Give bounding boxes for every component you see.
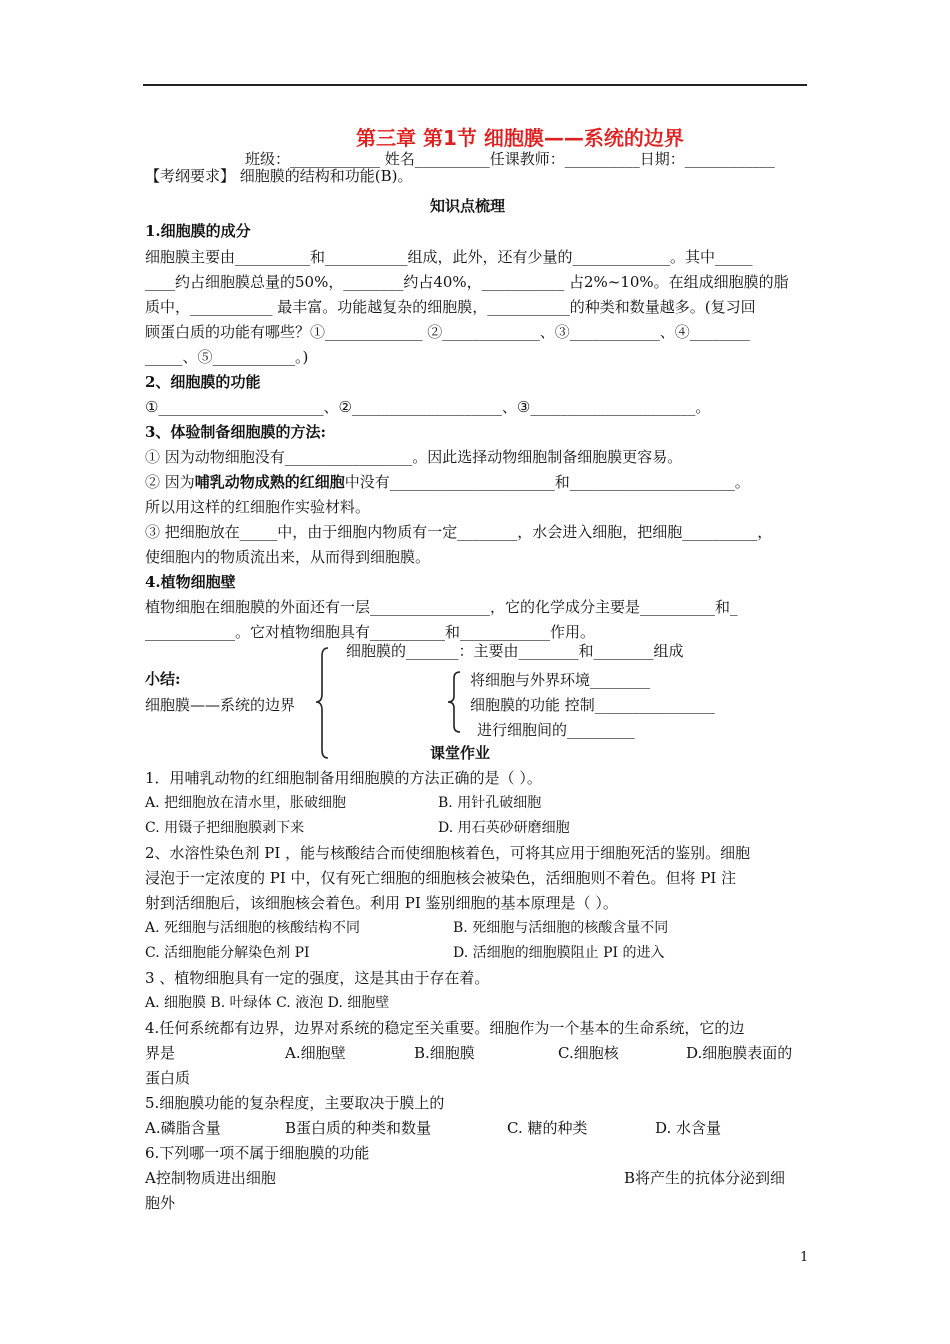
page-title: 第三章 第1节 细胞膜——系统的边界 xyxy=(356,126,684,150)
q1-option-c: C. 用镊子把细胞膜剥下来 xyxy=(145,820,305,836)
summary-function-2: 细胞膜的功能 控制________________ xyxy=(470,696,715,714)
q6-stem: 6.下列哪一项不属于细胞膜的功能 xyxy=(145,1144,370,1162)
homework-title: 课堂作业 xyxy=(430,744,491,762)
q2-line-2: 浸泡于一定浓度的 PI 中，仅有死亡细胞的细胞核会被染色，活细胞则不着色。但将 PI 注 xyxy=(145,869,737,887)
q3-options: A. 细胞膜 B. 叶绿体 C. 液泡 D. 细胞壁 xyxy=(145,995,390,1011)
q4-option-b: B.细胞膜 xyxy=(414,1044,475,1062)
s1-line-2: ____约占细胞膜总量的50%，________约占40%，___________ 占2%~10%。在组成细胞膜的脂 xyxy=(145,273,789,291)
q2-option-d: D. 活细胞的细胞膜阻止 PI 的进入 xyxy=(453,945,665,961)
section-4-heading: 4.植物细胞壁 xyxy=(145,573,236,591)
s4-line-2: ____________。它对植物细胞具有__________和____________作用。 xyxy=(145,623,596,641)
q1-option-d: D. 用石英砂研磨细胞 xyxy=(438,820,570,836)
q5-option-b: B蛋白质的种类和数量 xyxy=(285,1119,432,1137)
q2-line-1: 2、水溶性染色剂 PI ，能与核酸结合而使细胞核着色，可将其应用于细胞死活的鉴别。细胞 xyxy=(145,844,751,862)
q5-option-d: D. 水含量 xyxy=(655,1119,722,1137)
q2-line-3: 射到活细胞后，该细胞核会着色。利用 PI 鉴别细胞的基本原理是（ ）。 xyxy=(145,894,618,912)
s3-line-5: 使细胞内的物质流出来，从而得到细胞膜。 xyxy=(145,548,431,566)
student-info-line: 班级：____________ 姓名__________任课教师：__________日期：____________ xyxy=(245,150,775,168)
s3-line-3: 所以用这样的红细胞作实验材料。 xyxy=(145,498,371,516)
q4-line-2: 界是 xyxy=(145,1044,176,1062)
q4-option-c: C.细胞核 xyxy=(558,1044,619,1062)
page-number: 1 xyxy=(800,1250,809,1265)
s3-line-2-emphasis: 哺乳动物成熟的红细胞 xyxy=(194,473,345,491)
section-title: 知识点梳理 xyxy=(430,197,506,215)
outer-brace xyxy=(316,648,328,758)
summary-label: 小结: xyxy=(145,670,181,688)
q5-option-a: A.磷脂含量 xyxy=(145,1119,221,1137)
section-3-heading: 3、体验制备细胞膜的方法: xyxy=(145,423,326,441)
s3-line-2c: 中没有______________________和______________________。 xyxy=(344,473,750,491)
s3-line-2a: ② 因为 xyxy=(145,473,195,491)
q2-option-c: C. 活细胞能分解染色剂 PI xyxy=(145,945,310,961)
q1-option-b: B. 用针孔破细胞 xyxy=(438,795,542,811)
s3-line-4: ③ 把细胞放在_____中，由于细胞内物质有一定________，水会进入细胞，把细胞__________， xyxy=(145,523,773,541)
summary-function-1: 将细胞与外界环境________ xyxy=(470,671,651,689)
summary-root: 细胞膜——系统的边界 xyxy=(145,696,296,714)
s2-line-1: ①______________________、②____________________、③______________________。 xyxy=(145,398,711,416)
section-2-heading: 2、细胞膜的功能 xyxy=(145,373,261,391)
q4-option-d: D.细胞膜表面的 xyxy=(686,1044,793,1062)
summary-branch-composition: 细胞膜的_______：主要由________和________组成 xyxy=(346,642,684,660)
q2-option-a: A. 死细胞与活细胞的核酸结构不同 xyxy=(145,920,361,936)
q5-option-c: C. 糖的种类 xyxy=(507,1119,588,1137)
q4-option-a: A.细胞壁 xyxy=(285,1044,346,1062)
q1-stem: 1．用哺乳动物的红细胞制备用细胞膜的方法正确的是（ ）。 xyxy=(145,769,542,787)
q5-stem: 5.细胞膜功能的复杂程度，主要取决于膜上的 xyxy=(145,1094,445,1112)
section-1-heading: 1.细胞膜的成分 xyxy=(145,222,251,240)
s1-line-5: _____、⑤___________。) xyxy=(145,348,309,366)
s1-line-3: 质中，___________ 最丰富。功能越复杂的细胞膜，___________的种类和数量越多。(复习回 xyxy=(145,298,756,316)
s3-line-1: ① 因为动物细胞没有_________________。因此选择动物细胞制备细胞膜更容易。 xyxy=(145,448,683,466)
q6-option-a: A控制物质进出细胞 xyxy=(145,1169,276,1187)
q4-line-3: 蛋白质 xyxy=(145,1069,191,1087)
summary-function-3: 进行细胞间的_________ xyxy=(477,721,635,739)
q6-option-b-continued: 胞外 xyxy=(145,1194,176,1212)
inner-brace xyxy=(448,672,460,732)
exam-requirement: 【考纲要求】 细胞膜的结构和功能(B)。 xyxy=(145,167,413,185)
s1-line-1: 细胞膜主要由__________和___________组成，此外，还有少量的_____________。其中_____ xyxy=(145,248,753,266)
header-rule xyxy=(143,84,807,86)
q3-stem: 3 、植物细胞具有一定的强度，这是其由于存在着。 xyxy=(145,969,490,987)
q4-line-1: 4.任何系统都有边界，边界对系统的稳定至关重要。细胞作为一个基本的生命系统，它的边 xyxy=(145,1019,745,1037)
s4-line-1: 植物细胞在细胞膜的外面还有一层________________，它的化学成分主要是__________和_ xyxy=(145,598,738,616)
q1-option-a: A. 把细胞放在清水里，胀破细胞 xyxy=(145,795,347,811)
s3-line-2 xyxy=(145,471,750,492)
q2-option-b: B. 死细胞与活细胞的核酸含量不同 xyxy=(453,920,669,936)
q6-option-b: B将产生的抗体分泌到细 xyxy=(624,1169,786,1187)
s1-line-4: 顾蛋白质的功能有哪些？①_____________ ②_____________、③____________、④________ xyxy=(145,323,750,341)
